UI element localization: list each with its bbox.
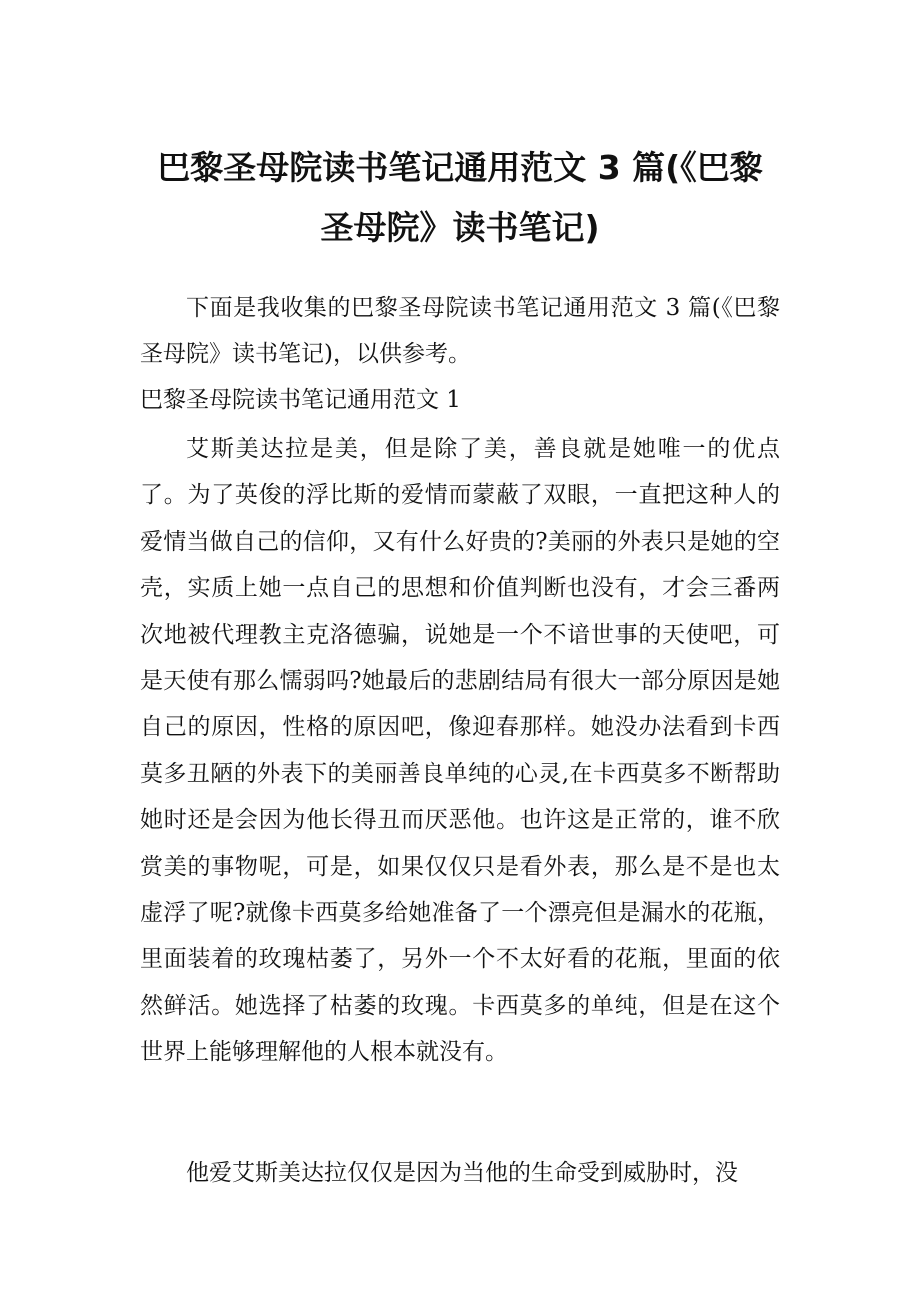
section-heading: 巴黎圣母院读书笔记通用范文 1 [140, 387, 461, 413]
intro-paragraph: 下面是我收集的巴黎圣母院读书笔记通用范文 3 篇(《巴黎圣母院》读书笔记)，以供参考。 [140, 295, 780, 368]
title-line-1: 巴黎圣母院读书笔记通用范文 3 篇(《巴黎 [157, 148, 763, 187]
body-paragraph-2: 他爱艾斯美达拉仅仅是因为当他的生命受到威胁时，没 [186, 1160, 738, 1186]
document-title [120, 138, 800, 258]
title-line-2: 圣母院》读书笔记) [320, 208, 600, 247]
body-paragraph-1: 艾斯美达拉是美，但是除了美，善良就是她唯一的优点了。为了英俊的浮比斯的爱情而蒙蔽了双眼，一直把这种人的爱情当做自己的信仰，又有什么好贵的?美丽的外表只是她的空壳，实质上她一点自己的思想和价值判断也没有，才会三番两次地被代理教主克洛德骗，说她是一个不谙世事的天使吧，可是天使有那么懦弱吗?她最后的悲剧结局有很大一部分原因是她自己的原因，性格的原因吧，像迎春那样。她没办法看到卡西莫多丑陋的外表下的美丽善良单纯的心灵,在卡西莫多不断帮助她时还是会因为他长得丑而厌恶他。也许这是正常的，谁不欣赏美的事物呢，可是，如果仅仅只是看外表，那么是不是也太虚浮了呢?就像卡西莫多给她准备了一个漂亮但是漏水的花瓶，里面装着的玫瑰枯萎了，另外一个不太好看的花瓶，里面的依然鲜活。她选择了枯萎的玫瑰。卡西莫多的单纯，但是在这个世界上能够理解他的人根本就没有。 [140, 436, 780, 1066]
